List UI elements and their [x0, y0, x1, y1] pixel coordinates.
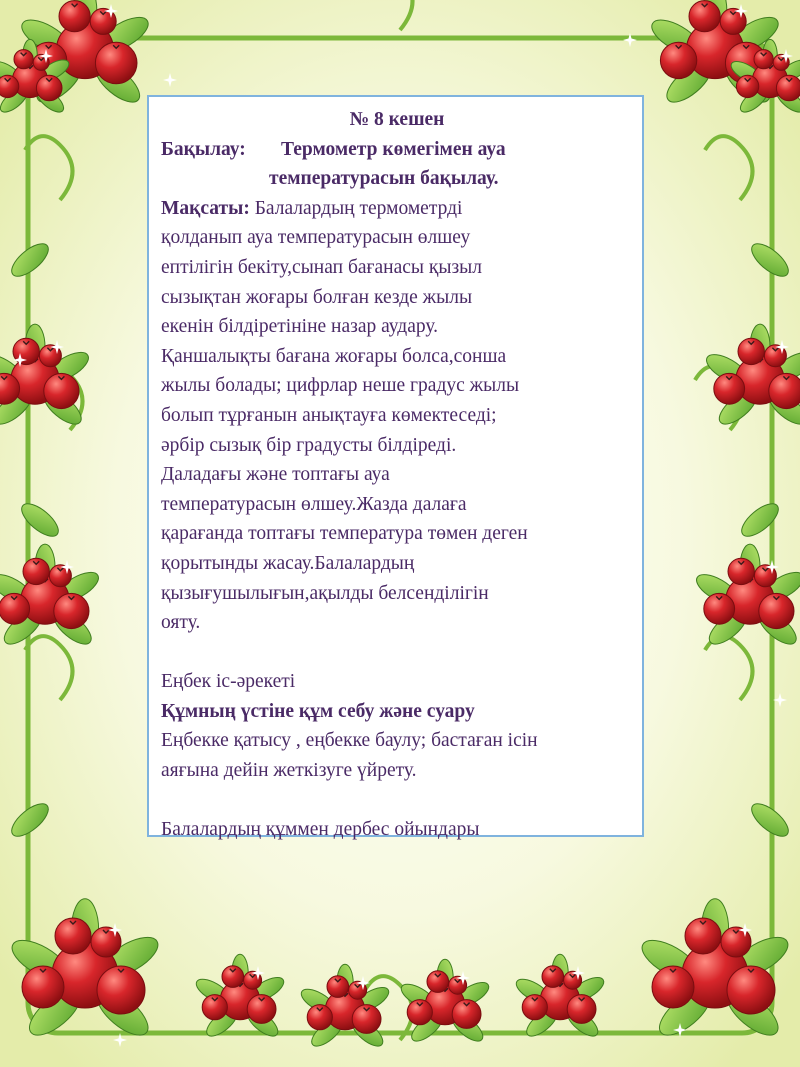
goal-line: ояту.: [161, 612, 201, 634]
goal-line: Қаншалықты бағана жоғары болса,соншa: [161, 345, 507, 367]
goal-line: Даладағы және топтағы ауа: [161, 464, 390, 486]
berry-icon: [202, 995, 227, 1020]
berry-icon: [427, 971, 449, 993]
berry-icon: [738, 338, 764, 364]
berry-icon: [728, 558, 754, 584]
berry-icon: [769, 373, 800, 408]
berry-icon: [36, 75, 62, 101]
goal-label: Мақсаты:: [161, 197, 250, 219]
berry-icon: [23, 558, 49, 584]
goal-line: екенін білдіретініне назар аудару.: [161, 316, 439, 338]
labor-title: Құмның үстіне құм себу және суару: [161, 700, 475, 722]
goal-line: әрбір сызық бір градусты білдіреді.: [161, 434, 457, 456]
berry-icon: [407, 1000, 432, 1025]
goal-line: қызығушылығын,ақылды белсенділігін: [161, 582, 489, 604]
goal-line: қорытынды жасау.Балалардың: [161, 552, 415, 574]
goal-line: жылы болады; цифрлар неше градус жылы: [161, 375, 520, 397]
observation-title-1: Термометр көмегімен ауа: [281, 138, 506, 160]
spacer: [161, 638, 633, 668]
berry-icon: [714, 373, 745, 404]
goal-first-line: Балалардың термометрді: [254, 197, 463, 219]
berry-icon: [59, 1, 90, 32]
lesson-text: [161, 105, 633, 845]
berry-icon: [567, 995, 596, 1024]
observation-title-2: температурасын бақылау.: [269, 168, 499, 190]
lesson-card: [147, 95, 644, 841]
berry-icon: [14, 50, 33, 69]
berry-icon: [307, 1005, 332, 1030]
berry-icon: [522, 995, 547, 1020]
goal-line: ептілігін бекіту,сынап бағанасы қызыл: [161, 256, 483, 278]
berry-icon: [736, 75, 758, 97]
berry-icon: [247, 995, 276, 1024]
observation-row: [161, 135, 633, 165]
berry-icon: [352, 1005, 381, 1034]
complex-number: № 8 кешен: [349, 109, 445, 130]
labor-line: аяғына дейін жеткізуге үйрету.: [161, 760, 417, 782]
labor-line: Еңбекке қатысу , еңбекке баулу; бастаған ісін: [161, 730, 538, 752]
berry-icon: [727, 966, 775, 1014]
goal-line: сызықтан жоғары болған кезде жылы: [161, 286, 473, 308]
goal-line: қарағанда топтағы температура төмен деген: [161, 523, 528, 545]
berry-icon: [689, 1, 720, 32]
berry-icon: [97, 966, 145, 1014]
spacer: [161, 786, 633, 816]
goal-row: [161, 194, 633, 224]
berry-icon: [327, 976, 349, 998]
goal-line: болып тұрғанын анықтауға көмектеседі;: [161, 404, 497, 426]
observation-label: Бақылау:: [161, 138, 246, 160]
berry-icon: [542, 966, 564, 988]
berry-icon: [754, 50, 773, 69]
labor-heading: Еңбек іс-әрекеті: [161, 671, 296, 693]
berry-icon: [776, 75, 800, 101]
berry-icon: [452, 1000, 481, 1029]
berry-icon: [222, 966, 244, 988]
play-activity: Балалардың құммен дербес ойындары: [161, 819, 480, 841]
goal-line: қолданып ауа температурасын өлшеу: [161, 227, 471, 249]
goal-line: температурасын өлшеу.Жазда далаға: [161, 493, 467, 515]
berry-icon: [704, 593, 735, 624]
